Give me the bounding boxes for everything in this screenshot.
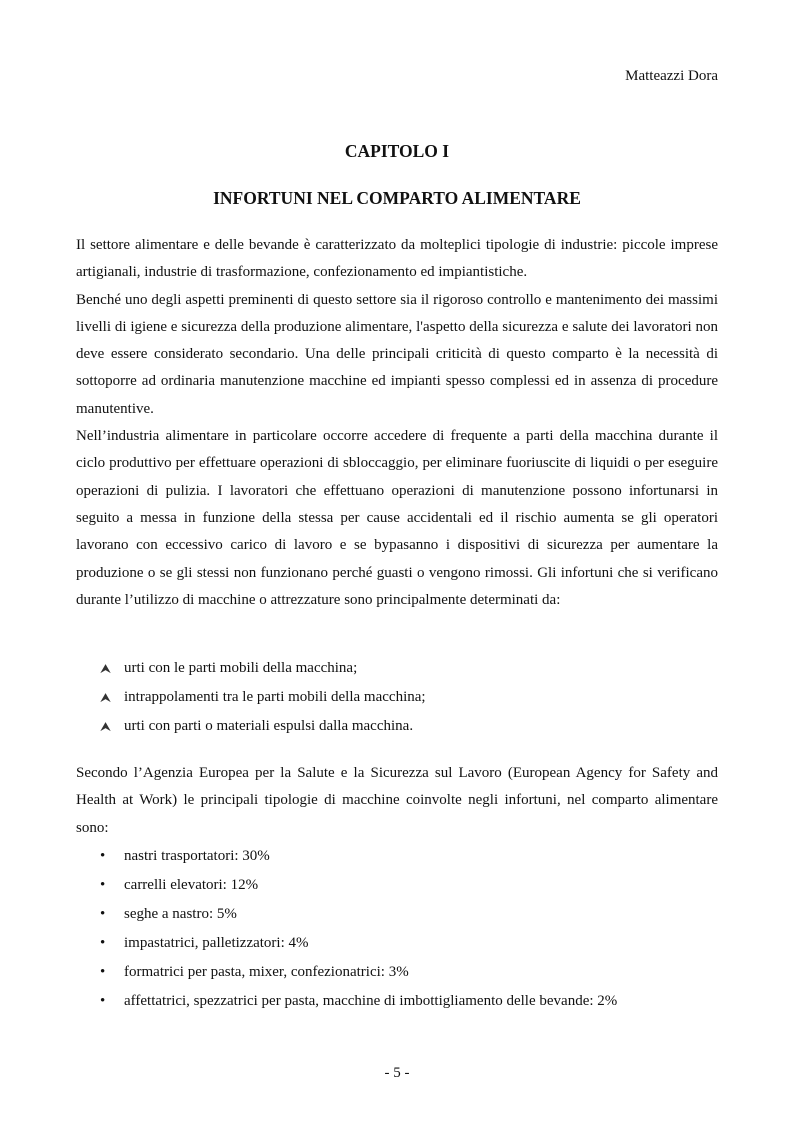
causes-list [100, 654, 426, 741]
list-item-text: nastri trasportatori: 30% [124, 848, 270, 864]
list-item [100, 987, 617, 1016]
list-item [100, 871, 617, 900]
list-item [100, 654, 426, 683]
machines-list [100, 842, 617, 1016]
arrowhead-bullet-icon: ⮝ [100, 719, 112, 734]
paragraph-3: Nell’industria alimentare in particolare occorre accedere di frequente a parti della macchina durante il ciclo produttivo per effettuare operazioni di sbloccaggio, per eliminare fuoriuscite di liquidi o per eseguire operazioni di pulizia. I lavoratori che effettuano operazioni di manutenzione possono infortunarsi in seguito a messa in funzione della stessa per cause accidentali ed il rischio aumenta se gli operatori lavorano con eccessivo carico di lavoro e se bypasanno i dispositivi di sicurezza per aumentare la produzione o se gli stessi non funzionano perché guasti o vengono rimossi. Gli infortuni che si verificano durante l’utilizzo di macchine o attrezzature sono principalmente determinati da: [76, 428, 718, 608]
list-item-text: formatrici per pasta, mixer, confezionatrici: 3% [124, 964, 409, 980]
list-item-text: carrelli elevatori: 12% [124, 877, 259, 893]
arrowhead-bullet-icon: ⮝ [100, 690, 112, 705]
list-item-text: urti con parti o materiali espulsi dalla macchina. [124, 718, 414, 734]
bullet-dot-icon: • [100, 906, 106, 922]
chapter-title: INFORTUNI NEL COMPARTO ALIMENTARE [213, 188, 581, 208]
list-item [100, 929, 617, 958]
list-item-text: seghe a nastro: 5% [124, 906, 237, 922]
paragraph-4: Secondo l’Agenzia Europea per la Salute e la Sicurezza sul Lavoro (European Agency for Safety and Health at Work) le principali tipologie di macchine coinvolte negli infortuni, nel comparto alimentare sono: [76, 765, 718, 836]
list-item-text: urti con le parti mobili della macchina; [124, 660, 358, 676]
list-item [100, 683, 426, 712]
list-item-text: impastatrici, palletizzatori: 4% [124, 935, 309, 951]
arrowhead-bullet-icon: ⮝ [100, 661, 112, 676]
paragraph-2: Benché uno degli aspetti preminenti di questo settore sia il rigoroso controllo e mantenimento dei massimi livelli di igiene e sicurezza della produzione alimentare, l'aspetto della sicurezza e salute dei lavoratori non deve essere considerato secondario. Una delle principali criticità di questo comparto è la necessità di sottoporre ad ordinaria manutenzione macchine ed impianti spesso complessi ed in assenza di procedure manutentive. [76, 291, 718, 417]
bullet-dot-icon: • [100, 848, 106, 864]
list-item [100, 900, 617, 929]
bullet-dot-icon: • [100, 877, 106, 893]
intro-text [76, 232, 718, 614]
bullet-dot-icon: • [100, 993, 106, 1009]
list-item [100, 842, 617, 871]
paragraph-1: Il settore alimentare e delle bevande è caratterizzato da molteplici tipologie di industrie: piccole imprese artigianali, industrie di trasformazione, confezionamento ed impiantistiche. [76, 237, 718, 281]
list-item-text: affettatrici, spezzatrici per pasta, macchine di imbottigliamento delle bevande: 2% [124, 993, 618, 1009]
list-item-text: intrappolamenti tra le parti mobili della macchina; [124, 689, 426, 705]
bullet-dot-icon: • [100, 935, 106, 951]
bullet-dot-icon: • [100, 964, 106, 980]
agency-text [76, 760, 718, 842]
header-author: Matteazzi Dora [625, 68, 718, 84]
list-item [100, 958, 617, 987]
chapter-number: CAPITOLO I [344, 141, 450, 161]
page-number: - 5 - [384, 1065, 410, 1081]
list-item [100, 712, 426, 741]
